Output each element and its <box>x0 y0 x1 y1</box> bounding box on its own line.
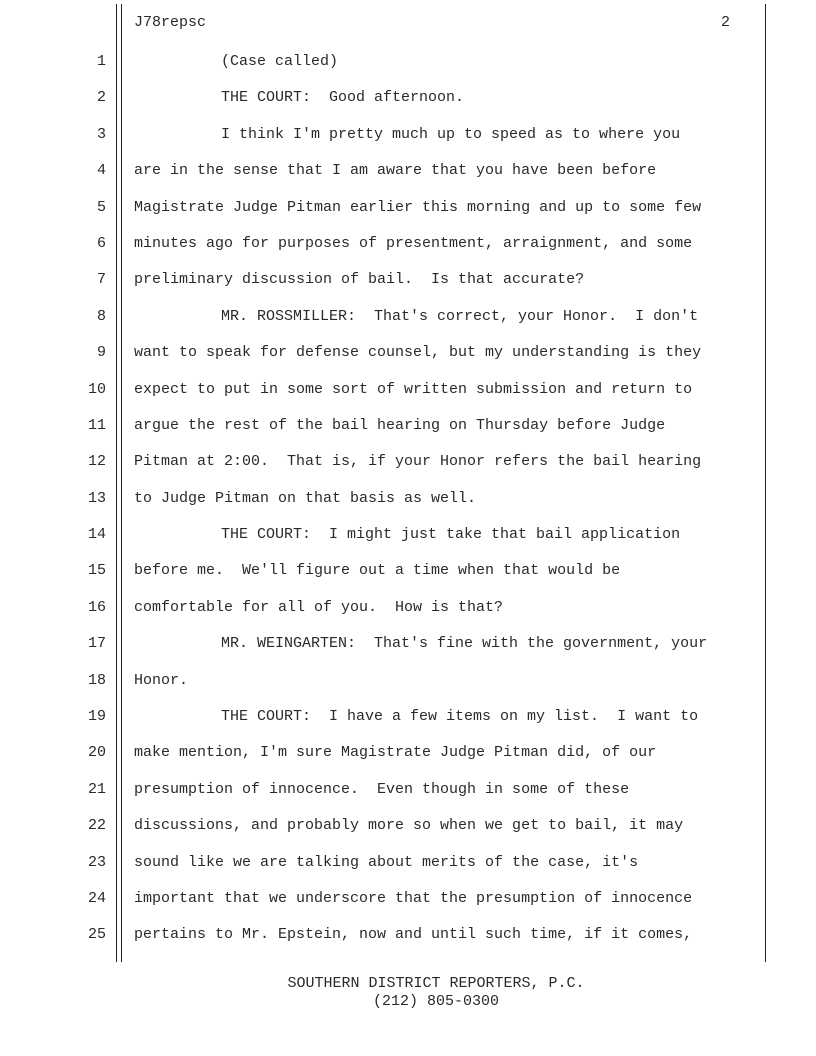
line-text: I think I'm pretty much up to speed as to where you <box>221 125 681 143</box>
line-text: important that we underscore that the presumption of innocence <box>134 889 693 907</box>
transcript-line <box>0 598 816 634</box>
transcript-line <box>0 489 816 525</box>
transcript-line <box>0 743 816 779</box>
line-text: Pitman at 2:00. That is, if your Honor refers the bail hearing <box>134 453 702 471</box>
line-number: 24 <box>87 889 106 907</box>
line-text: pertains to Mr. Epstein, now and until such time, if it comes, <box>134 926 693 944</box>
line-number: 14 <box>87 526 106 544</box>
reporter-phone: (212) 805-0300 <box>372 993 500 1010</box>
transcript-code: J78repsc <box>134 14 207 31</box>
transcript-line <box>0 88 816 124</box>
transcript-line <box>0 452 816 488</box>
line-text: argue the rest of the bail hearing on Thursday before Judge <box>134 416 666 434</box>
line-number: 23 <box>87 853 106 871</box>
transcript-line <box>0 889 816 925</box>
line-number: 2 <box>96 89 106 107</box>
line-number: 19 <box>87 708 106 726</box>
line-text: want to speak for defense counsel, but my understanding is they <box>134 344 702 362</box>
line-text: THE COURT: I have a few items on my list. I want to <box>221 708 699 726</box>
line-text: minutes ago for purposes of presentment, arraignment, and some <box>134 234 693 252</box>
line-number: 1 <box>96 53 106 70</box>
line-number: 21 <box>87 780 106 798</box>
line-text: MR. ROSSMILLER: That's correct, your Honor. I don't <box>221 307 699 325</box>
line-number: 16 <box>87 598 106 616</box>
reporter-name: SOUTHERN DISTRICT REPORTERS, P.C. <box>287 975 585 992</box>
transcript-line <box>0 307 816 343</box>
transcript-line <box>0 634 816 670</box>
line-text: are in the sense that I am aware that you have been before <box>134 162 657 180</box>
transcript-line <box>0 270 816 306</box>
line-text: Magistrate Judge Pitman earlier this morning and up to some few <box>134 198 702 216</box>
line-number: 11 <box>87 416 106 434</box>
transcript-line <box>0 816 816 852</box>
line-text: presumption of innocence. Even though in some of these <box>134 780 630 798</box>
line-number: 7 <box>96 271 106 289</box>
line-number: 5 <box>96 198 106 216</box>
line-number: 12 <box>87 453 106 471</box>
line-text: THE COURT: Good afternoon. <box>221 89 465 107</box>
line-number: 6 <box>96 234 106 252</box>
line-number: 9 <box>96 344 106 362</box>
transcript-line <box>0 161 816 197</box>
line-number: 15 <box>87 562 106 580</box>
line-text: expect to put in some sort of written submission and return to <box>134 380 693 398</box>
transcript-line <box>0 853 816 889</box>
line-text: MR. WEINGARTEN: That's fine with the government, your <box>221 635 708 653</box>
transcript-line <box>0 780 816 816</box>
page-footer <box>0 975 816 1011</box>
transcript-line <box>0 561 816 597</box>
line-number: 13 <box>87 489 106 507</box>
transcript-line <box>0 416 816 452</box>
line-text: THE COURT: I might just take that bail application <box>221 526 681 544</box>
transcript-line <box>0 52 816 88</box>
transcript-line <box>0 671 816 707</box>
transcript-line <box>0 707 816 743</box>
line-number: 8 <box>96 307 106 325</box>
line-text: (Case called) <box>221 53 339 70</box>
line-number: 25 <box>87 926 106 944</box>
line-text: sound like we are talking about merits of the case, it's <box>134 853 639 871</box>
transcript-line <box>0 525 816 561</box>
transcript-line <box>0 234 816 270</box>
line-number: 10 <box>87 380 106 398</box>
line-number: 22 <box>87 817 106 835</box>
transcript-line <box>0 125 816 161</box>
line-text: to Judge Pitman on that basis as well. <box>134 489 477 507</box>
line-text: Honor. <box>134 671 189 689</box>
page-number: 2 <box>720 14 730 31</box>
line-number: 18 <box>87 671 106 689</box>
line-number: 4 <box>96 162 106 180</box>
line-text: make mention, I'm sure Magistrate Judge Pitman did, of our <box>134 744 657 762</box>
line-text: before me. We'll figure out a time when that would be <box>134 562 621 580</box>
transcript-line <box>0 380 816 416</box>
transcript-line <box>0 925 816 961</box>
line-text: preliminary discussion of bail. Is that accurate? <box>134 271 585 289</box>
line-text: comfortable for all of you. How is that? <box>134 598 504 616</box>
line-number: 3 <box>96 125 106 143</box>
transcript-line <box>0 198 816 234</box>
line-number: 17 <box>87 635 106 653</box>
transcript-line <box>0 343 816 379</box>
transcript-body <box>0 52 816 962</box>
page-header <box>134 13 730 33</box>
line-number: 20 <box>87 744 106 762</box>
line-text: discussions, and probably more so when we get to bail, it may <box>134 817 684 835</box>
